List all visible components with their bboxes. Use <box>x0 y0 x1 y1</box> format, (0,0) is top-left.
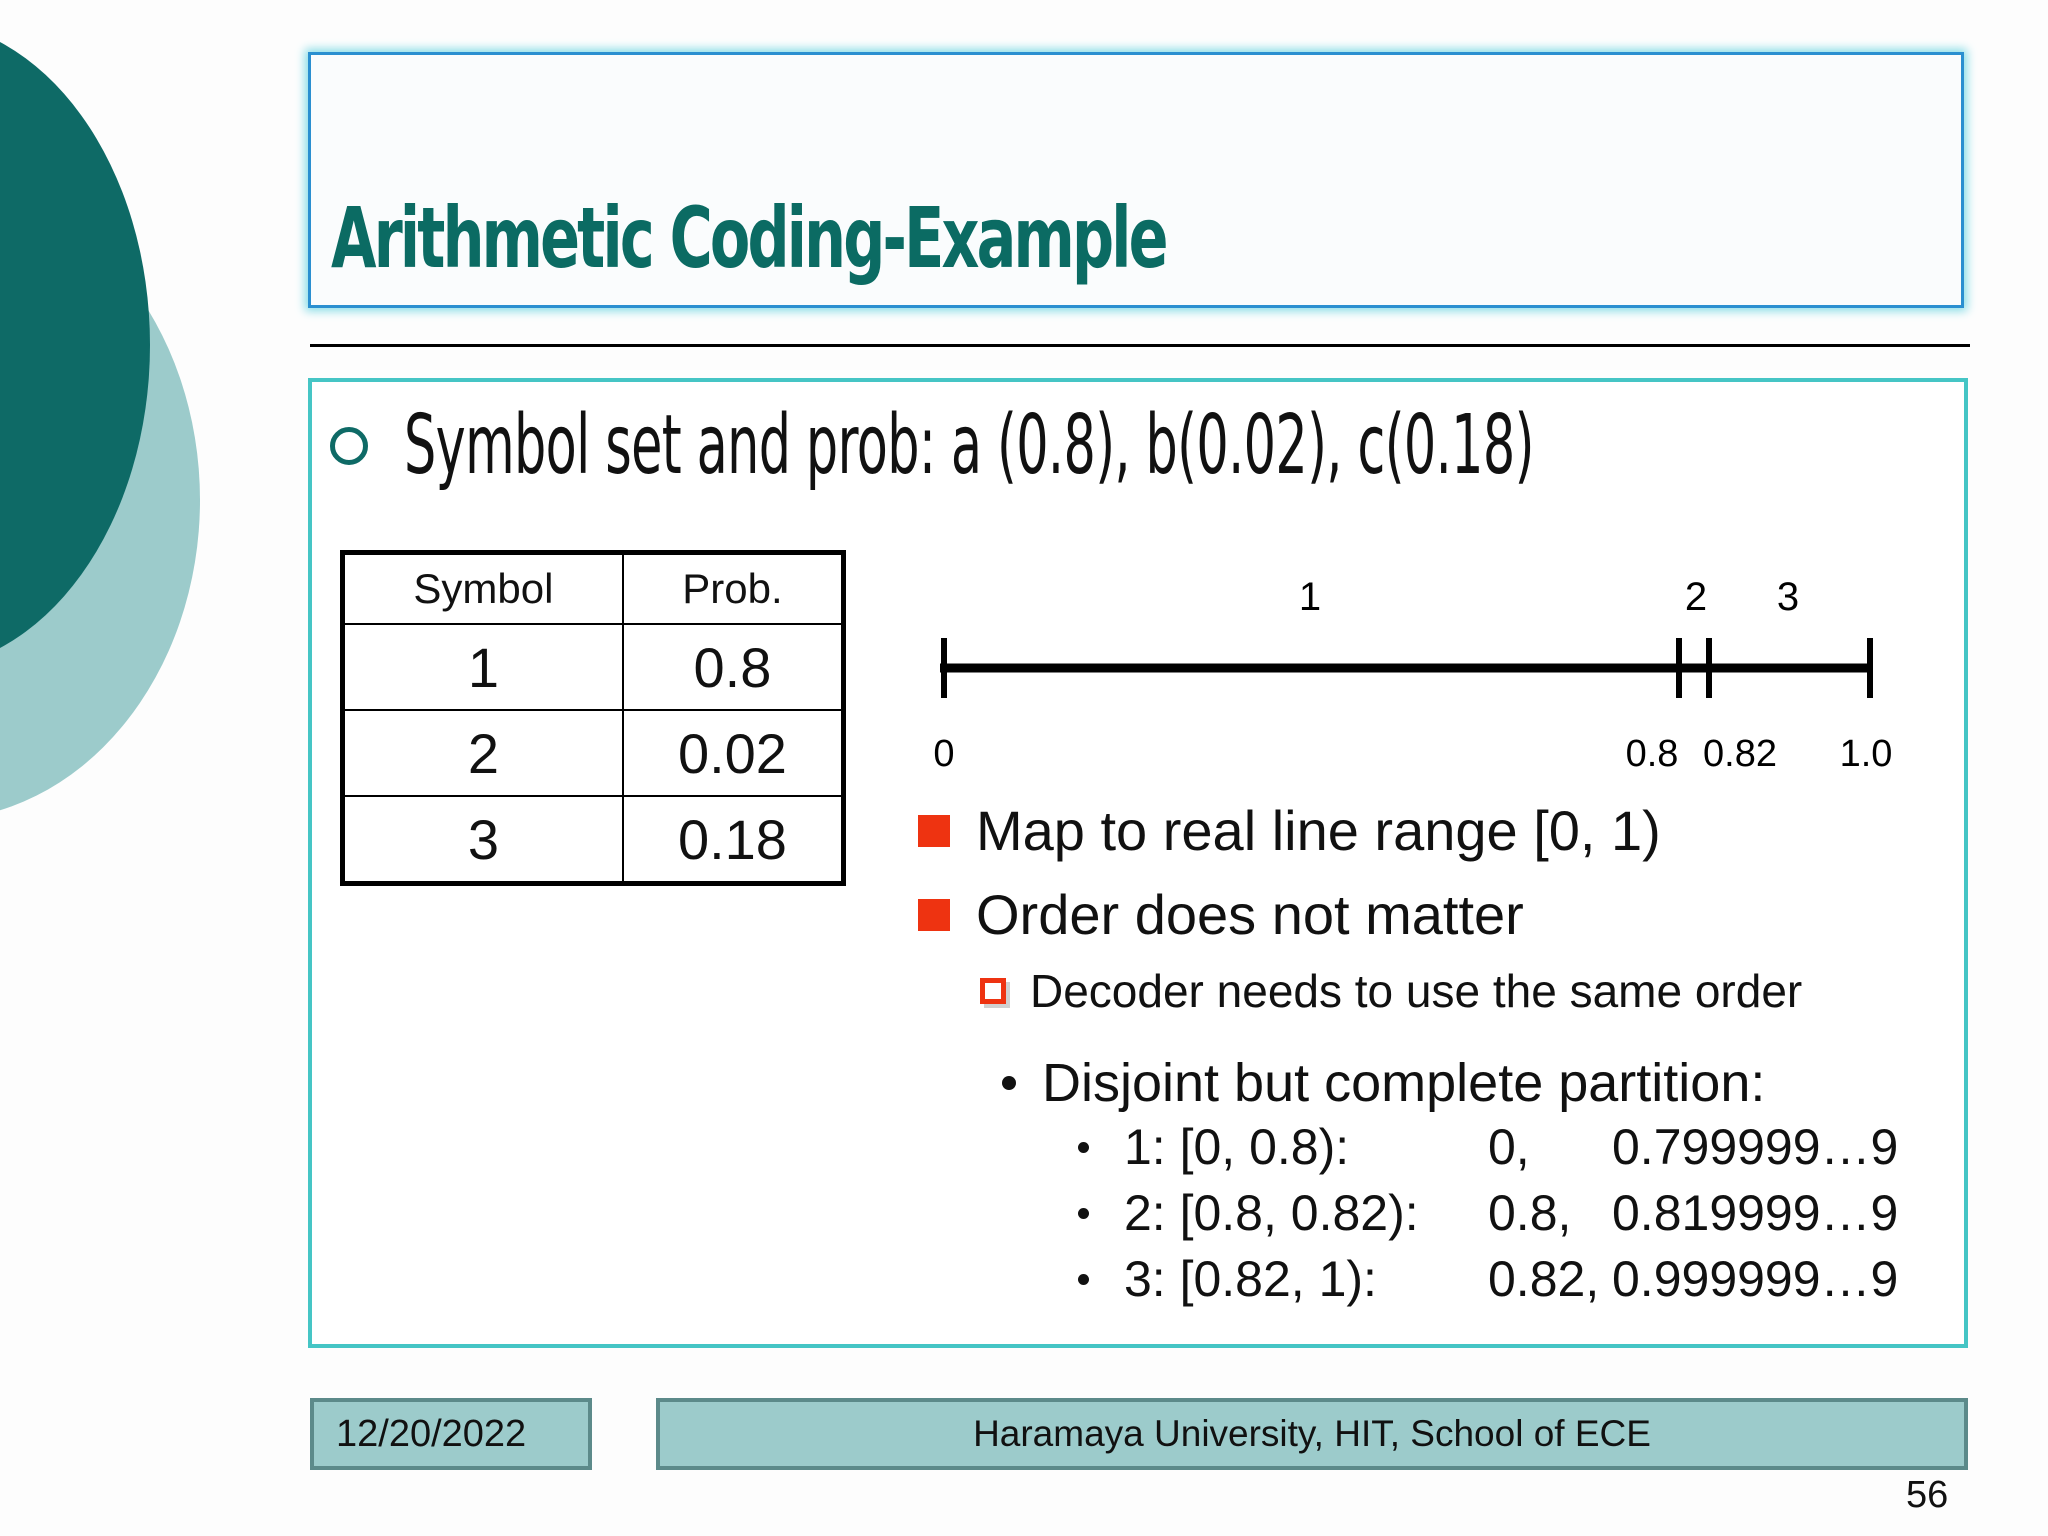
title-divider <box>310 344 1970 347</box>
bullet-disjoint-text: Disjoint but complete partition: <box>1042 1053 1766 1113</box>
partition-high: 0.819999…9 <box>1612 1185 1899 1241</box>
footer-institution: Haramaya University, HIT, School of ECE <box>656 1398 1968 1470</box>
table-cell: 0.18 <box>623 796 844 884</box>
symbol-line <box>330 398 2048 493</box>
segment-label-2: 2 <box>1684 575 1708 619</box>
segment-label-1: 1 <box>1298 575 1322 619</box>
table-cell: 0.8 <box>623 624 844 710</box>
square-bullet-icon <box>918 899 950 931</box>
table-cell: 3 <box>343 796 623 884</box>
tick-label-0-82: 0.82 <box>1703 733 1777 775</box>
bullet-map <box>918 798 1661 863</box>
partition-high: 0.999999…9 <box>1612 1251 1899 1307</box>
title-box <box>308 52 1964 308</box>
tick-label-0-8: 0.8 <box>1625 733 1679 775</box>
dot-bullet-icon <box>1002 1076 1016 1090</box>
footer-date: 12/20/2022 <box>310 1398 592 1470</box>
table-cell: 0.02 <box>623 710 844 796</box>
table-row <box>343 710 844 796</box>
hollow-square-bullet-icon <box>980 978 1006 1004</box>
partition-label: 1: [0, 0.8): <box>1124 1119 1350 1175</box>
bullet-disjoint <box>1002 1052 1765 1114</box>
ring-bullet-icon <box>330 427 368 465</box>
partition-label: 2: [0.8, 0.82): <box>1124 1185 1419 1241</box>
partition-low: 0.8, <box>1488 1185 1572 1241</box>
partition-high: 0.799999…9 <box>1612 1119 1899 1175</box>
partition-low: 0.82, <box>1488 1251 1600 1307</box>
table-row <box>343 624 844 710</box>
tick-label-1-0: 1.0 <box>1839 733 1893 775</box>
table-header-row <box>343 553 844 625</box>
partition-label: 3: [0.82, 1): <box>1124 1251 1377 1307</box>
table-row <box>343 796 844 884</box>
bullet-order <box>918 882 1524 947</box>
table-cell: 2 <box>343 710 623 796</box>
page-number: 56 <box>1906 1474 1949 1516</box>
tick-label-0: 0 <box>933 733 955 775</box>
bullet-decoder-text: Decoder needs to use the same order <box>1030 965 1803 1017</box>
dot-bullet-icon <box>1078 1208 1089 1219</box>
bullet-decoder <box>980 964 1802 1018</box>
segment-label-3: 3 <box>1776 575 1800 619</box>
table-header: Symbol <box>343 553 623 625</box>
table-cell: 1 <box>343 624 623 710</box>
dot-bullet-icon <box>1078 1142 1089 1153</box>
slide-title: Arithmetic Coding-Example <box>331 189 1166 287</box>
square-bullet-icon <box>918 815 950 847</box>
probability-table <box>340 550 846 886</box>
bullet-order-text: Order does not matter <box>976 883 1524 946</box>
bullet-map-text: Map to real line range [0, 1) <box>976 799 1661 862</box>
table-header: Prob. <box>623 553 844 625</box>
partition-low: 0, <box>1488 1119 1530 1175</box>
dot-bullet-icon <box>1078 1274 1089 1285</box>
symbol-line-text: Symbol set and prob: a (0.8), b(0.02), c(0.18) <box>404 398 1534 493</box>
